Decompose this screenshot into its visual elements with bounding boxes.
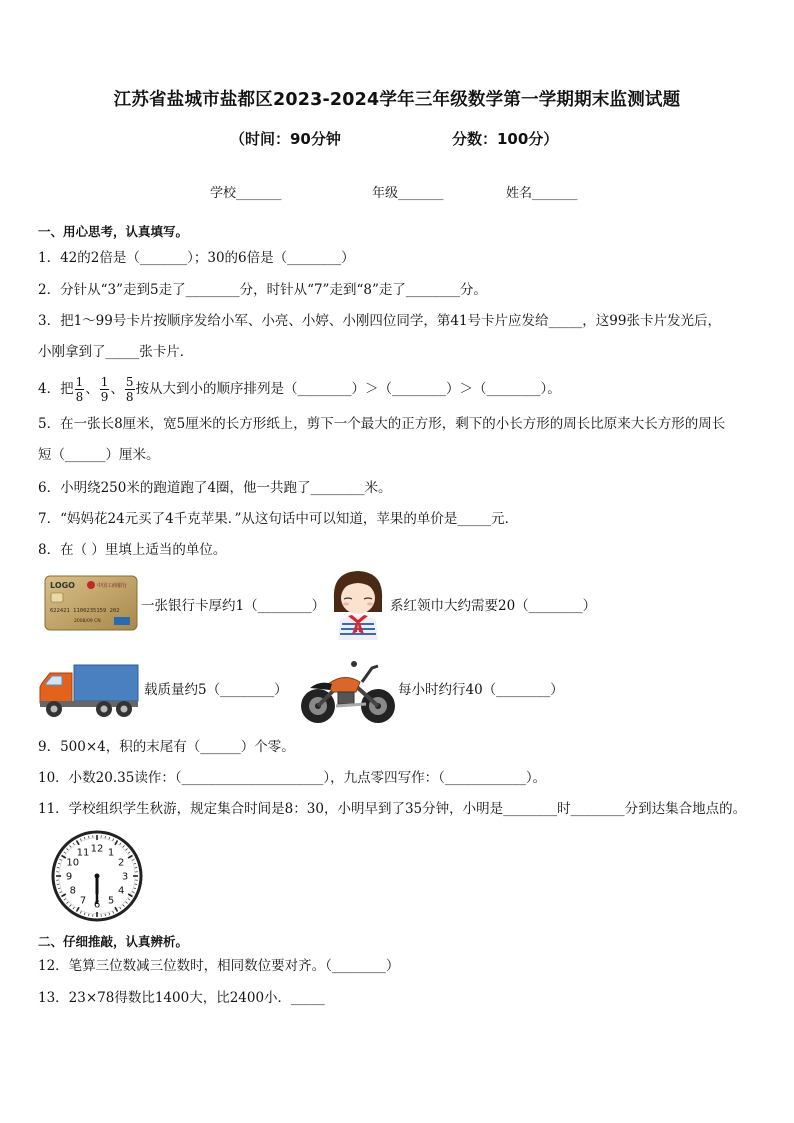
fraction-1-8 — [75, 375, 85, 404]
motorcycle-image — [296, 654, 398, 726]
question-8-moto: 每小时约行40（________） — [398, 682, 564, 698]
question-8-card: 一张银行卡厚约1（________） — [141, 598, 326, 614]
question-5-line-1: 5．在一张长8厘米，宽5厘米的长方形纸上，剪下一个最大的正方形，剩下的小长方形的周长比原来大长方形的周长 — [38, 416, 726, 432]
question-5-line-2: 短（______）厘米。 — [38, 447, 160, 463]
name-field: 姓名_______ — [506, 186, 578, 201]
question-8-scarf: 系红领巾大约需要20（________） — [390, 598, 597, 614]
fraction-numerator: 5 — [125, 375, 134, 389]
question-2: 2．分针从“3”走到5走了________分，时针从“7”走到“8”走了________分。 — [38, 282, 487, 298]
question-10: 10．小数20.35读作：（_____________________），九点零四写作：（____________）。 — [38, 770, 547, 786]
card-number: 622421 1100235159 202 — [50, 608, 120, 614]
clock-numeral: 7 — [79, 895, 87, 907]
question-9: 9．500×4，积的末尾有（______）个零。 — [38, 739, 295, 755]
section-1-heading: 一、用心思考，认真填写。 — [38, 224, 189, 239]
fraction-numerator: 1 — [75, 375, 84, 389]
fraction-denominator: 9 — [100, 390, 109, 404]
truck-image — [38, 663, 140, 719]
question-12: 12．笔算三位数减三位数时，相同数位要对齐。（________） — [38, 958, 400, 974]
fraction-5-8 — [125, 375, 135, 404]
question-11: 11．学校组织学生秋游，规定集合时间是8：30，小明早到了35分钟，小明是________时________分到达集合地点的。 — [38, 801, 747, 817]
question-7: 7．“妈妈花24元买了4千克苹果．”从这句话中可以知道，苹果的单价是_____元． — [38, 511, 519, 527]
card-logo-text: LOGO — [50, 581, 75, 590]
question-3-line-1: 3．把1～99号卡片按顺序发给小军、小亮、小婷、小刚四位同学，第41号卡片应发给_____，这99张卡片发光后， — [38, 313, 721, 329]
clock-numeral: 1 — [107, 847, 115, 859]
grade-field: 年级_______ — [372, 186, 444, 201]
clock-numeral: 9 — [65, 871, 73, 883]
question-8-truck: 载质量约5（________） — [144, 682, 288, 698]
bank-card-image — [44, 575, 138, 631]
fraction-1-9 — [100, 375, 110, 404]
clock-numeral: 3 — [121, 871, 129, 883]
girl-red-scarf-image — [330, 568, 386, 640]
question-4-suffix: 按从大到小的顺序排列是（________）＞（________）＞（________）。 — [135, 381, 561, 397]
question-4 — [38, 372, 561, 406]
clock-image — [51, 830, 143, 922]
clock-numeral: 8 — [69, 885, 76, 897]
clock-numeral: 5 — [107, 895, 115, 907]
question-13: 13．23×78得数比1400大，比2400小．_____ — [38, 990, 325, 1006]
question-8: 8．在（ ）里填上适当的单位。 — [38, 542, 227, 558]
clock-numeral: 2 — [118, 857, 125, 869]
fraction-denominator: 8 — [125, 390, 134, 404]
section-2-heading: 二、仔细推敲，认真辨析。 — [38, 934, 189, 949]
page-title: 江苏省盐城市盐都区2023-2024学年三年级数学第一学期期末监测试题 — [113, 90, 681, 110]
fraction-denominator: 8 — [75, 390, 84, 404]
card-expiry: 2008/09 CN — [74, 619, 101, 624]
question-6: 6．小明绕250米的跑道跑了4圈，他一共跑了________米。 — [38, 480, 392, 496]
question-1: 1．42的2倍是（_______）；30的6倍是（________） — [38, 250, 355, 266]
separator: 、 — [85, 381, 99, 397]
clock-numeral: 10 — [66, 857, 80, 869]
exam-score: 分数：100分） — [452, 130, 559, 148]
clock-numeral: 6 — [93, 899, 101, 911]
card-bank-name: 中国工商银行 — [97, 583, 128, 589]
clock-numeral: 12 — [90, 843, 104, 855]
fraction-numerator: 1 — [100, 375, 109, 389]
question-3-line-2: 小刚拿到了_____张卡片． — [38, 344, 194, 360]
clock-numeral: 11 — [76, 847, 90, 859]
school-field: 学校_______ — [210, 186, 282, 201]
separator: 、 — [110, 381, 124, 397]
exam-time: （时间：90分钟 — [230, 130, 341, 148]
question-4-prefix: 4．把 — [38, 381, 74, 397]
clock-numeral: 4 — [118, 885, 125, 897]
